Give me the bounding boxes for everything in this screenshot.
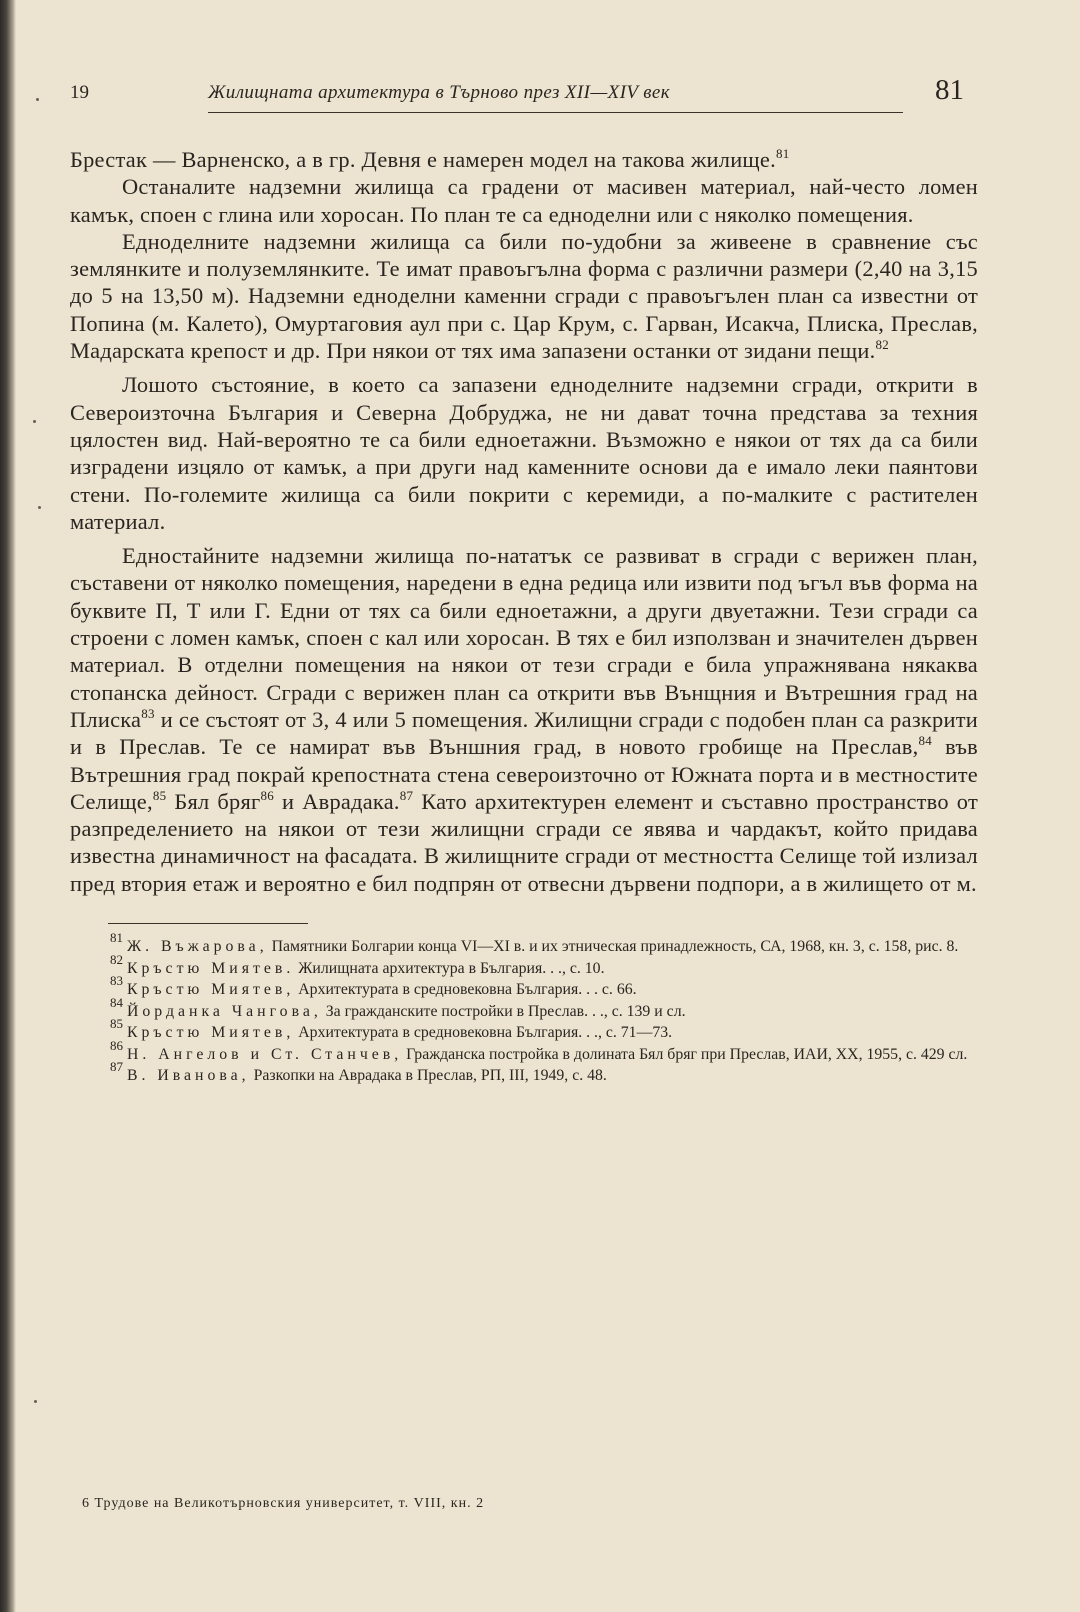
footnote-ref: 84 [918,733,932,749]
footnote: $^{85}$ Кръстю Миятев, Архитектурата в средновековна България. . ., с. 71—73. [110,1016,673,1042]
paragraph: Брестак — Варненско, а в гр. Девня е намерен модел на такова жилище.$^{81}$ [70,146,790,172]
footnote-ref: 85 [152,787,167,803]
footnote-ref: 83 [141,705,155,721]
chapter-number: 19 [70,82,89,103]
footnote-ref: 82 [875,337,890,353]
page-speck [38,506,41,509]
footnote-rule [108,923,308,924]
page-speck [36,98,39,101]
book-spine-shadow [0,0,16,1612]
paragraph: Останалите надземни жилища са градени от масивен материал, най-често ломен камък, споен с глина или хоросан. По план те са едноделни или с няколко помещения. [70,174,978,227]
footnotes [70,930,978,1087]
paragraph: Лошото състояние, в което са запазени еднoделните надземни сгради, открити в Североизточна България и Северна Добруджа, не ни дават точна представа за техния цялостен вид. Най-вероятно те са били едноетажни. Възможно е някои от тях да са били изградени изцяло от камък, а при други над каменните основи да е имало леки паянтови стени. По-големите жилища са били покрити с керемиди, а по-малките с растителен материал. [70,372,978,534]
header-rule [208,112,903,113]
main-text [70,146,978,897]
paragraph: Едностайните надземни жилища по-нататък се развиват в сгради с верижен план, съставени от няколко помещения, наредени в една редица или извити под ъгъл във форма на буквите П, Т или Г. Едни от тях са били едноетажни, а други двуетажни. Тези сгради са строени с ломен камък, споен с кал или хоросан. В тях е бил използван и значителен дървен материал. В отделни помещения на някои от тези сгради е била упражнявана някаква стопанска дейност. Сгради с верижен план са открити във Вънщния и Вътрешния град на Плиска$^{83}$ и се състоят от 3, 4 или 5 помещения. Жилищни сгради с подобен план са разкрити и в Преслав. Те се намират във Външния град, в новото гробище на Преслав,$^{84}$ във Вътрешния град покрай крепостната стена североизточно от Южната порта и в местностите Селище,$^{85}$ Бял бряг$^{86}$ и Аврадака.$^{87}$ Като архитектурен елемент и съставно пространство от разпределението на някои от тези жилищни сгради се явява и чардакът, който придава известна динамичност на фасадата. В жилищните сгради от местността Селище той излизал пред втория етаж и вероятно е бил подпрян от отвесни дървени подпори, а в жилището от м. [70,543,978,896]
page-speck [34,1400,37,1403]
footnote: $^{86}$ Н. Ангелов и Ст. Станчев, Гражданска постройка в долината Бял бряг при Преслав, ИАИ, XX, 1955, с. 429 сл. [110,1037,968,1063]
footnote-ref: 87 [399,787,414,803]
running-title: Жилищната архитектура в Търново през XII—XIV век [208,82,670,103]
footnote-ref: 81 [775,146,790,161]
footnote-ref: 86 [260,787,274,803]
footnote: $^{82}$ Кръстю Миятев. Жилищната архитектура в България. . ., с. 10. [110,951,605,977]
signature-line: 6 Трудове на Великотърновския университет, т. VIII, кн. 2 [82,1496,485,1511]
footnote: $^{83}$ Кръстю Миятев, Архитектурата в средновековна България. . . с. 66. [110,973,637,999]
footnote: $^{84}$ Йорданка Чангова, За гражданските постройки в Преслав. . ., с. 139 и сл. [110,994,686,1020]
running-header [70,74,978,114]
footnote: $^{87}$ В. Иванова, Разкопки на Аврадака в Преслав, РП, III, 1949, с. 48. [110,1059,607,1085]
page-speck [33,420,36,423]
page-number: 81 [935,74,964,106]
book-page [70,74,978,1087]
paragraph: Еднoделните надземни жилища са били по-удобни за живеене в сравнение със землянките и полуземлянките. Те имат правоъгълна форма с различни размери (2,40 на 3,15 до 5 на 13,50 м). Надземни еднoделни каменни сгради с правоъгълен план са известни от Попина (м. Калето), Омуртаговия аул при с. Цар Крум, с. Гарван, Исакча, Плиска, Преслав, Мадарската крепост и др. При някои от тях има запазени останки от зидани пещи.$^{82}$ [70,228,978,364]
footnote: $^{81}$ Ж. Въжарова, Памятники Болгарии конца VI—XI в. и их этническая принадлежность, СА, 1968, кн. 3, с. 158, рис. 8. [110,930,959,956]
